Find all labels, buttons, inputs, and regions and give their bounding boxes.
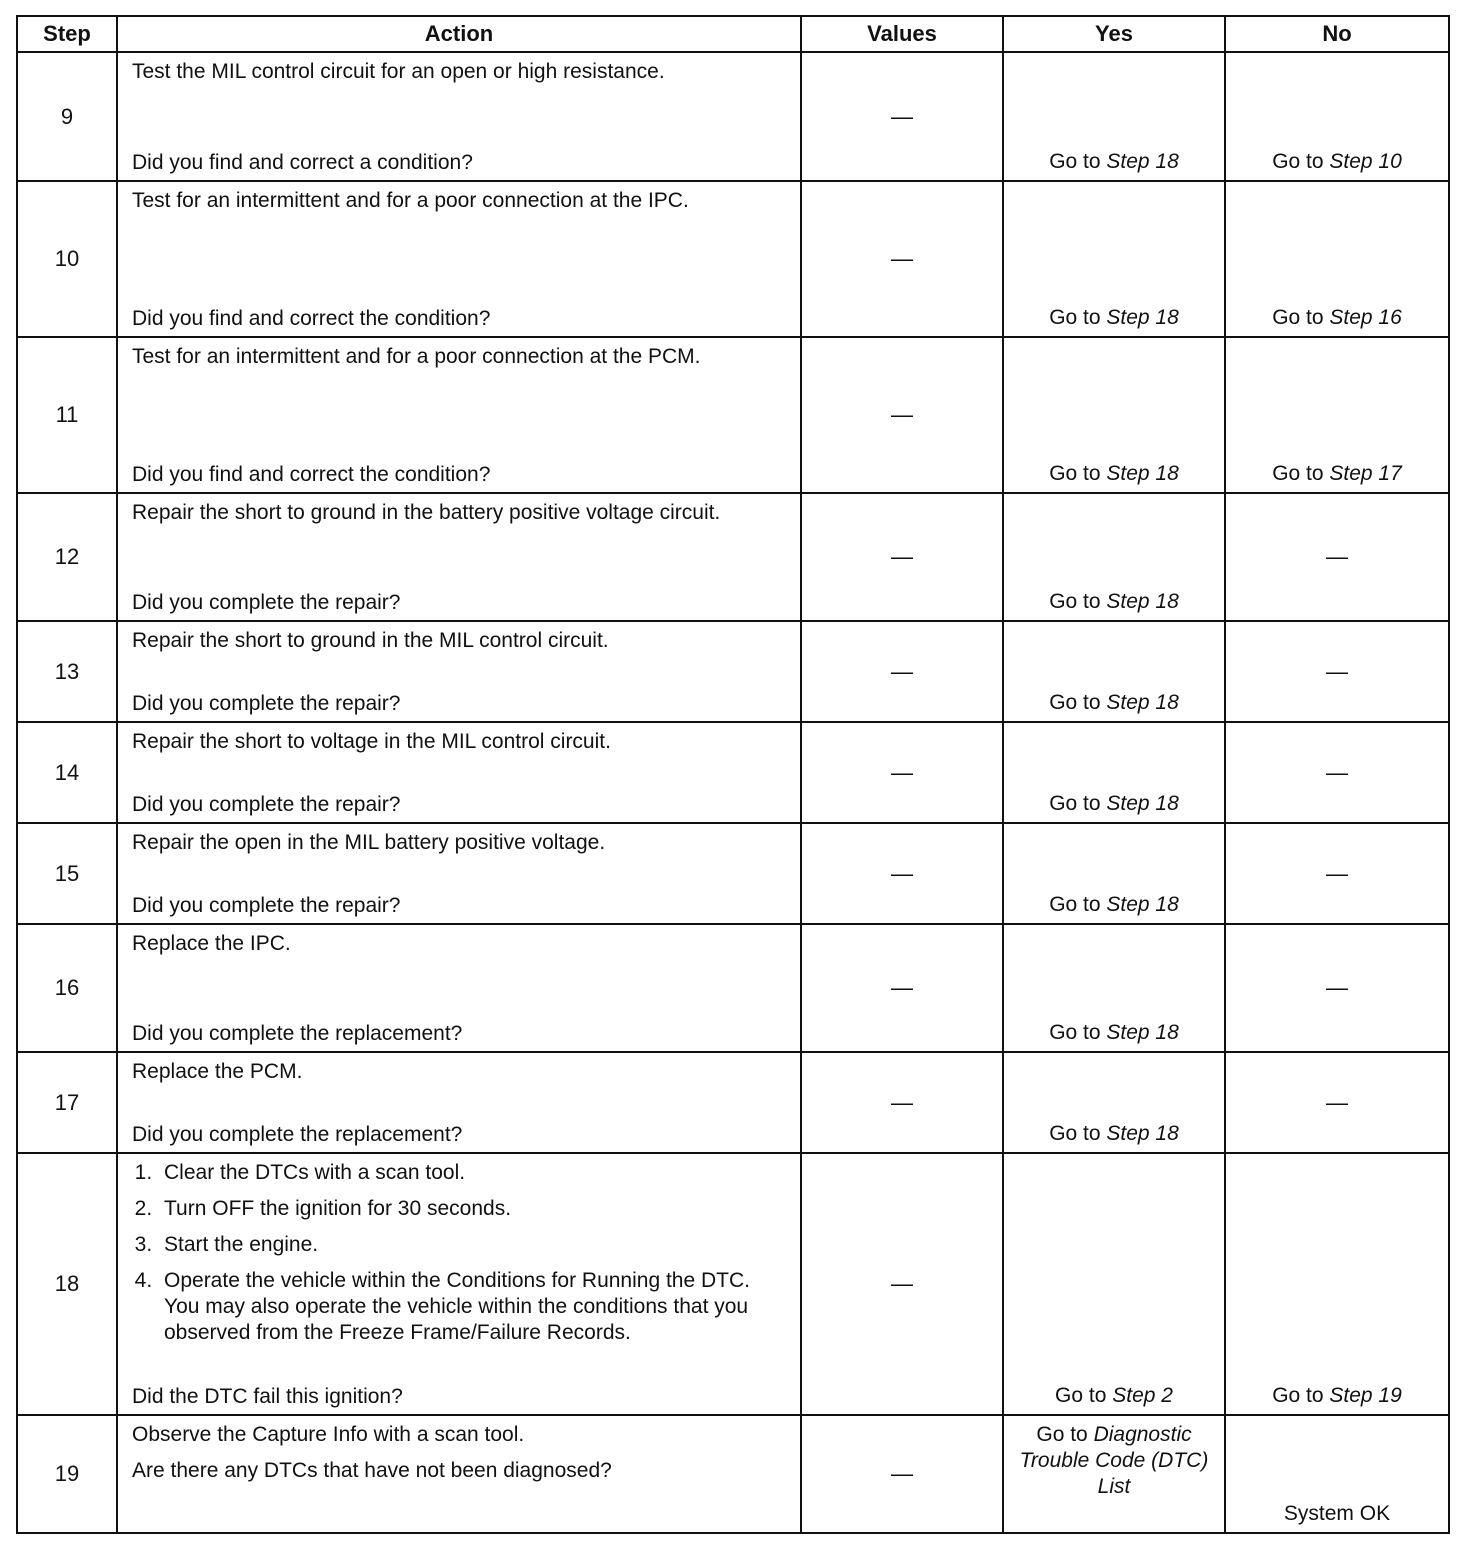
list-item: 2. Turn OFF the ignition for 30 seconds.: [158, 1196, 786, 1222]
step-number: 14: [17, 722, 117, 823]
action-cell: [117, 722, 801, 823]
values-cell: —: [801, 621, 1003, 722]
yes-cell: [1003, 337, 1225, 493]
goto-prefix: Go to: [1049, 306, 1107, 329]
step-number: 10: [17, 181, 117, 337]
no-cell: —: [1225, 493, 1449, 621]
header-action: Action: [117, 16, 801, 52]
action-question: Did you complete the replacement?: [132, 1123, 463, 1146]
no-cell: [1225, 52, 1449, 181]
step-number: 17: [17, 1052, 117, 1153]
action-text: Repair the open in the MIL battery positive voltage.: [132, 831, 606, 854]
action-cell: [117, 337, 801, 493]
step-number: 12: [17, 493, 117, 621]
action-text: Observe the Capture Info with a scan tool.: [132, 1423, 525, 1446]
action-text: Repair the short to ground in the MIL control circuit.: [132, 629, 609, 652]
procedure-list: [132, 1160, 786, 1352]
values-cell: —: [801, 823, 1003, 924]
goto-prefix: Go to: [1049, 1122, 1107, 1145]
values-cell: —: [801, 181, 1003, 337]
header-yes: Yes: [1003, 16, 1225, 52]
yes-link[interactable]: Diagnostic Trouble Code (DTC) List: [1019, 1423, 1209, 1498]
table-row: [17, 1052, 1449, 1153]
action-text: Test the MIL control circuit for an open or high resistance.: [132, 60, 665, 83]
yes-link[interactable]: Step 18: [1106, 590, 1179, 613]
table-row: [17, 722, 1449, 823]
header-step: Step: [17, 16, 117, 52]
list-item: 1. Clear the DTCs with a scan tool.: [158, 1160, 786, 1186]
action-question: Did you find and correct the condition?: [132, 307, 491, 330]
yes-cell: [1003, 1153, 1225, 1415]
header-no: No: [1225, 16, 1449, 52]
yes-cell: [1003, 1415, 1225, 1533]
action-cell: [117, 181, 801, 337]
yes-cell: [1003, 181, 1225, 337]
list-item: 4. Operate the vehicle within the Conditions for Running the DTC. You may also operate the vehicle within the conditions that you observed from the Freeze Frame/Failure Records.: [158, 1268, 786, 1346]
values-cell: —: [801, 924, 1003, 1052]
yes-link[interactable]: Step 18: [1106, 150, 1179, 173]
yes-cell: [1003, 493, 1225, 621]
no-cell: —: [1225, 924, 1449, 1052]
action-text: Test for an intermittent and for a poor connection at the IPC.: [132, 189, 689, 212]
action-question: Are there any DTCs that have not been diagnosed?: [132, 1459, 612, 1482]
goto-prefix: Go to: [1049, 893, 1107, 916]
no-cell: [1225, 1153, 1449, 1415]
no-cell: —: [1225, 621, 1449, 722]
action-cell: [117, 823, 801, 924]
diagnostic-table: [16, 15, 1450, 1534]
no-cell: —: [1225, 1052, 1449, 1153]
goto-prefix: Go to: [1049, 462, 1107, 485]
table-row: [17, 493, 1449, 621]
action-cell: [117, 493, 801, 621]
values-cell: —: [801, 1153, 1003, 1415]
table-row: [17, 823, 1449, 924]
table-row: [17, 621, 1449, 722]
action-cell: [117, 1153, 801, 1415]
yes-link[interactable]: Step 18: [1106, 1021, 1179, 1044]
yes-link[interactable]: Step 18: [1106, 691, 1179, 714]
yes-link[interactable]: Step 18: [1106, 306, 1179, 329]
table-row: [17, 1153, 1449, 1415]
values-cell: —: [801, 337, 1003, 493]
yes-link[interactable]: Step 2: [1112, 1384, 1173, 1407]
action-cell: [117, 621, 801, 722]
step-number: 16: [17, 924, 117, 1052]
no-link[interactable]: Step 17: [1329, 462, 1402, 485]
action-question: Did you complete the repair?: [132, 894, 401, 917]
yes-cell: [1003, 52, 1225, 181]
values-cell: —: [801, 1052, 1003, 1153]
action-text: Replace the PCM.: [132, 1060, 303, 1083]
no-link[interactable]: Step 19: [1329, 1384, 1402, 1407]
goto-prefix: Go to: [1272, 1384, 1330, 1407]
action-question: Did you find and correct the condition?: [132, 463, 491, 486]
action-question: Did you complete the repair?: [132, 692, 401, 715]
table-row: [17, 337, 1449, 493]
yes-link[interactable]: Step 18: [1106, 792, 1179, 815]
yes-link[interactable]: Step 18: [1106, 462, 1179, 485]
action-question: Did the DTC fail this ignition?: [132, 1385, 403, 1408]
header-row: [17, 16, 1449, 52]
action-cell: [117, 1052, 801, 1153]
action-cell: [117, 52, 801, 181]
goto-prefix: Go to: [1055, 1384, 1113, 1407]
yes-link[interactable]: Step 18: [1106, 1122, 1179, 1145]
action-question: Did you complete the replacement?: [132, 1022, 463, 1045]
step-number: 19: [17, 1415, 117, 1533]
goto-prefix: Go to: [1049, 150, 1107, 173]
yes-cell: [1003, 924, 1225, 1052]
yes-cell: [1003, 621, 1225, 722]
step-number: 11: [17, 337, 117, 493]
no-cell: —: [1225, 722, 1449, 823]
header-values: Values: [801, 16, 1003, 52]
step-number: 9: [17, 52, 117, 181]
step-number: 15: [17, 823, 117, 924]
no-cell: System OK: [1225, 1415, 1449, 1533]
action-question: Did you find and correct a condition?: [132, 151, 473, 174]
yes-cell: [1003, 1052, 1225, 1153]
no-cell: [1225, 337, 1449, 493]
goto-prefix: Go to: [1049, 691, 1107, 714]
no-cell: [1225, 181, 1449, 337]
goto-prefix: Go to: [1272, 150, 1330, 173]
goto-prefix: Go to: [1049, 1021, 1107, 1044]
values-cell: —: [801, 493, 1003, 621]
goto-prefix: Go to: [1272, 462, 1330, 485]
action-question: Did you complete the repair?: [132, 591, 401, 614]
no-link[interactable]: Step 10: [1329, 150, 1402, 173]
action-cell: [117, 924, 801, 1052]
goto-prefix: Go to: [1272, 306, 1330, 329]
yes-cell: [1003, 823, 1225, 924]
action-text: Repair the short to voltage in the MIL control circuit.: [132, 730, 611, 753]
table-row: [17, 52, 1449, 181]
no-cell: —: [1225, 823, 1449, 924]
action-text: Replace the IPC.: [132, 932, 291, 955]
yes-link[interactable]: Step 18: [1106, 893, 1179, 916]
list-item: 3. Start the engine.: [158, 1232, 786, 1258]
goto-prefix: Go to: [1049, 590, 1107, 613]
values-cell: —: [801, 1415, 1003, 1533]
values-cell: —: [801, 52, 1003, 181]
action-question: Did you complete the repair?: [132, 793, 401, 816]
action-text: Repair the short to ground in the battery positive voltage circuit.: [132, 501, 721, 524]
goto-prefix: Go to: [1049, 792, 1107, 815]
step-number: 18: [17, 1153, 117, 1415]
action-text: Test for an intermittent and for a poor connection at the PCM.: [132, 345, 701, 368]
goto-prefix: Go to: [1036, 1423, 1094, 1446]
table-row: [17, 1415, 1449, 1533]
values-cell: —: [801, 722, 1003, 823]
yes-cell: [1003, 722, 1225, 823]
action-cell: [117, 1415, 801, 1533]
no-link[interactable]: Step 16: [1329, 306, 1402, 329]
step-number: 13: [17, 621, 117, 722]
table-row: [17, 924, 1449, 1052]
table-row: [17, 181, 1449, 337]
